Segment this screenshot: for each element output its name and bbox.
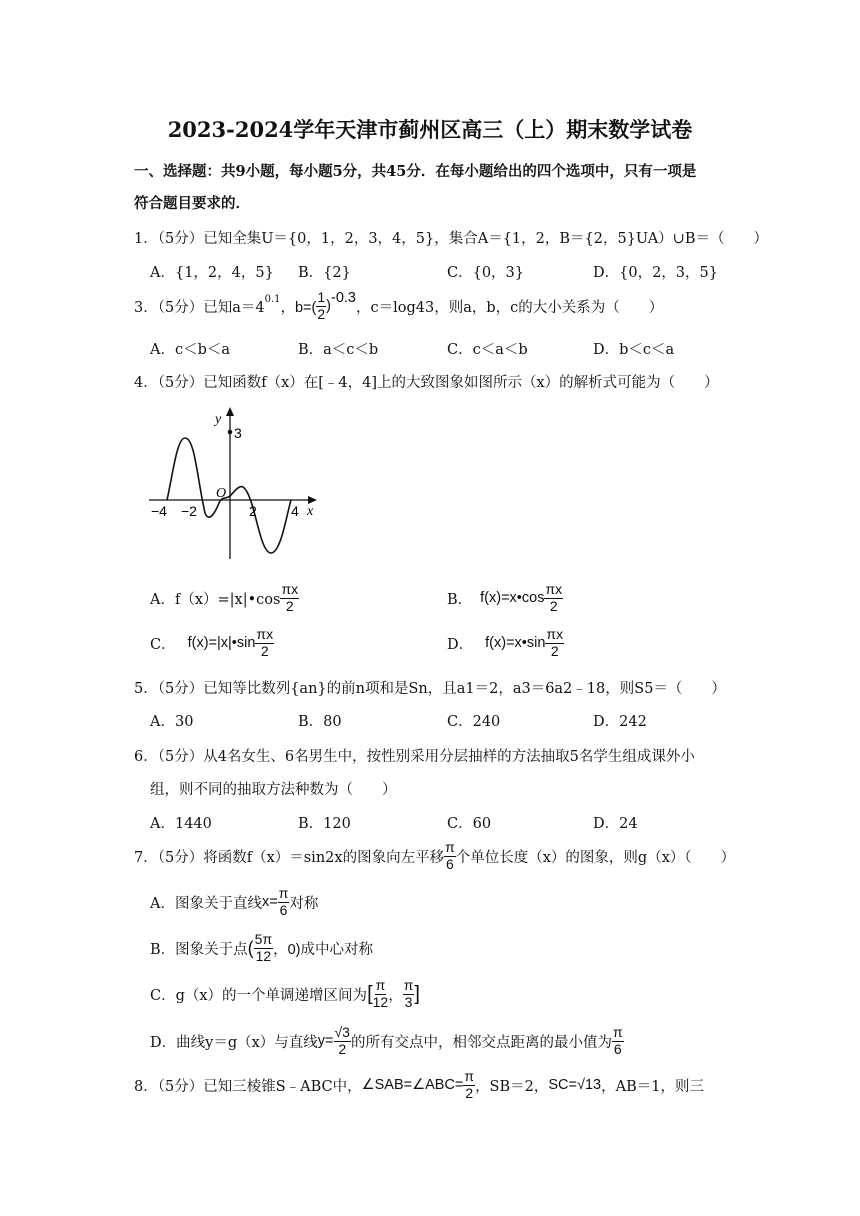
question-6-cont: 组，则不同的抽取方法种数为（ ） [150, 782, 397, 798]
question-6: 6．（5分）从4名女生、6名男生中，按性别采用分层抽样的方法抽取5名学生组成课外小 [134, 749, 695, 765]
q5-option-b: B．80 [298, 714, 342, 730]
q1-option-a: A．{1，2，4，5} [150, 265, 274, 281]
section-heading: 一、选择题：共9小题，每小题5分，共45分．在每小题给出的四个选项中，只有一项是 [134, 163, 697, 180]
graph-x-tick-neg4: −4 [151, 503, 167, 519]
q6-option-a: A．1440 [150, 816, 212, 832]
q4-option-b: B． f(x)=x•cos $\frac{\pi x}{2}$ [447, 581, 563, 614]
question-5: 5．（5分）已知等比数列{an}的前n项和是Sn，且a1＝2，a3＝6a2﹣18，则S5＝（ ） [134, 681, 726, 697]
q3-option-b: B．a＜c＜b [298, 342, 379, 358]
q5-option-a: A．30 [150, 714, 194, 730]
q7-option-c: C．g（x）的一个单调递增区间为 [ $\frac{\pi}{12}$ ， $\frac{\pi}{3}$ ] [150, 977, 420, 1010]
q1-option-b: B．{2} [298, 265, 351, 281]
q5-option-d: D．242 [593, 714, 647, 730]
graph-origin: O [216, 486, 227, 501]
section-heading-cont: 符合题目要求的． [134, 195, 250, 212]
q3-option-c: C．c＜a＜b [447, 342, 528, 358]
q7-option-b: B．图象关于点 ( $\frac{5\pi}{12}$ ，0)成中心对称 [150, 931, 374, 964]
q7-option-d: D．曲线y＝g（x）与直线 y= $\frac{√3}{2}$ 的所有交点中，相邻交点距离的最小值为 $\frac{\pi}{6}$ [150, 1024, 623, 1057]
graph-x-tick-neg2: −2 [181, 503, 197, 519]
graph-y-label: y [215, 412, 222, 427]
q6-option-d: D．24 [593, 816, 638, 832]
graph-x-tick-4: 4 [291, 503, 299, 519]
q4-option-a: A．f（x）=|x|•cos $\frac{\pi x}{2}$ [150, 581, 299, 614]
graph-x-label: x [307, 504, 314, 519]
q1-option-c: C．{0，3} [447, 265, 524, 281]
q4-option-d: D． f(x)=x•sin $\frac{\pi x}{2}$ [447, 626, 564, 659]
question-1: 1．（5分）已知全集U＝{0，1，2，3，4，5}，集合A＝{1，2，B＝{2，5}UA）∪B＝（ ） [134, 231, 768, 247]
question-7: 7．（5分）将函数f（x）＝sin2x的图象向左平移 $\frac{\pi}{6}$ 个单位长度（x）的图象，则g（x）（ ） [134, 839, 736, 872]
graph-x-tick-2: 2 [249, 503, 257, 519]
q3-option-d: D．b＜c＜a [593, 342, 675, 358]
function-graph [145, 403, 325, 563]
q7-option-a: A．图象关于直线 x= $\frac{\pi}{6}$ 对称 [150, 885, 319, 918]
q4-option-c: C． f(x)=|x|•sin $\frac{\pi x}{2}$ [150, 626, 274, 659]
q1-option-d: D．{0，2，3，5} [593, 265, 718, 281]
q5-option-c: C．240 [447, 714, 501, 730]
question-4: 4．（5分）已知函数f（x）在[﹣4，4]上的大致图象如图所示（x）的解析式可能为（ ） [134, 375, 719, 391]
graph-y-tick: 3 [234, 425, 242, 441]
page-title: 2023-2024学年天津市蓟州区高三（上）期末数学试卷 [167, 117, 693, 142]
q6-option-b: B．120 [298, 816, 351, 832]
question-8: 8．（5分）已知三棱锥S﹣ABC中， ∠SAB=∠ABC= $\frac{\pi}{2}$ ，SB＝2， SC=√13 ，AB＝1，则三 [134, 1068, 704, 1101]
question-3: 3．（5分）已知a＝4 $^{0.1}$ ，b=( $\frac{1}{2}$ ) -0.3 ，c＝log43，则a，b，c的大小关系为（ ） [134, 289, 664, 322]
q6-option-c: C．60 [447, 816, 492, 832]
q3-option-a: A．c＜b＜a [150, 342, 231, 358]
